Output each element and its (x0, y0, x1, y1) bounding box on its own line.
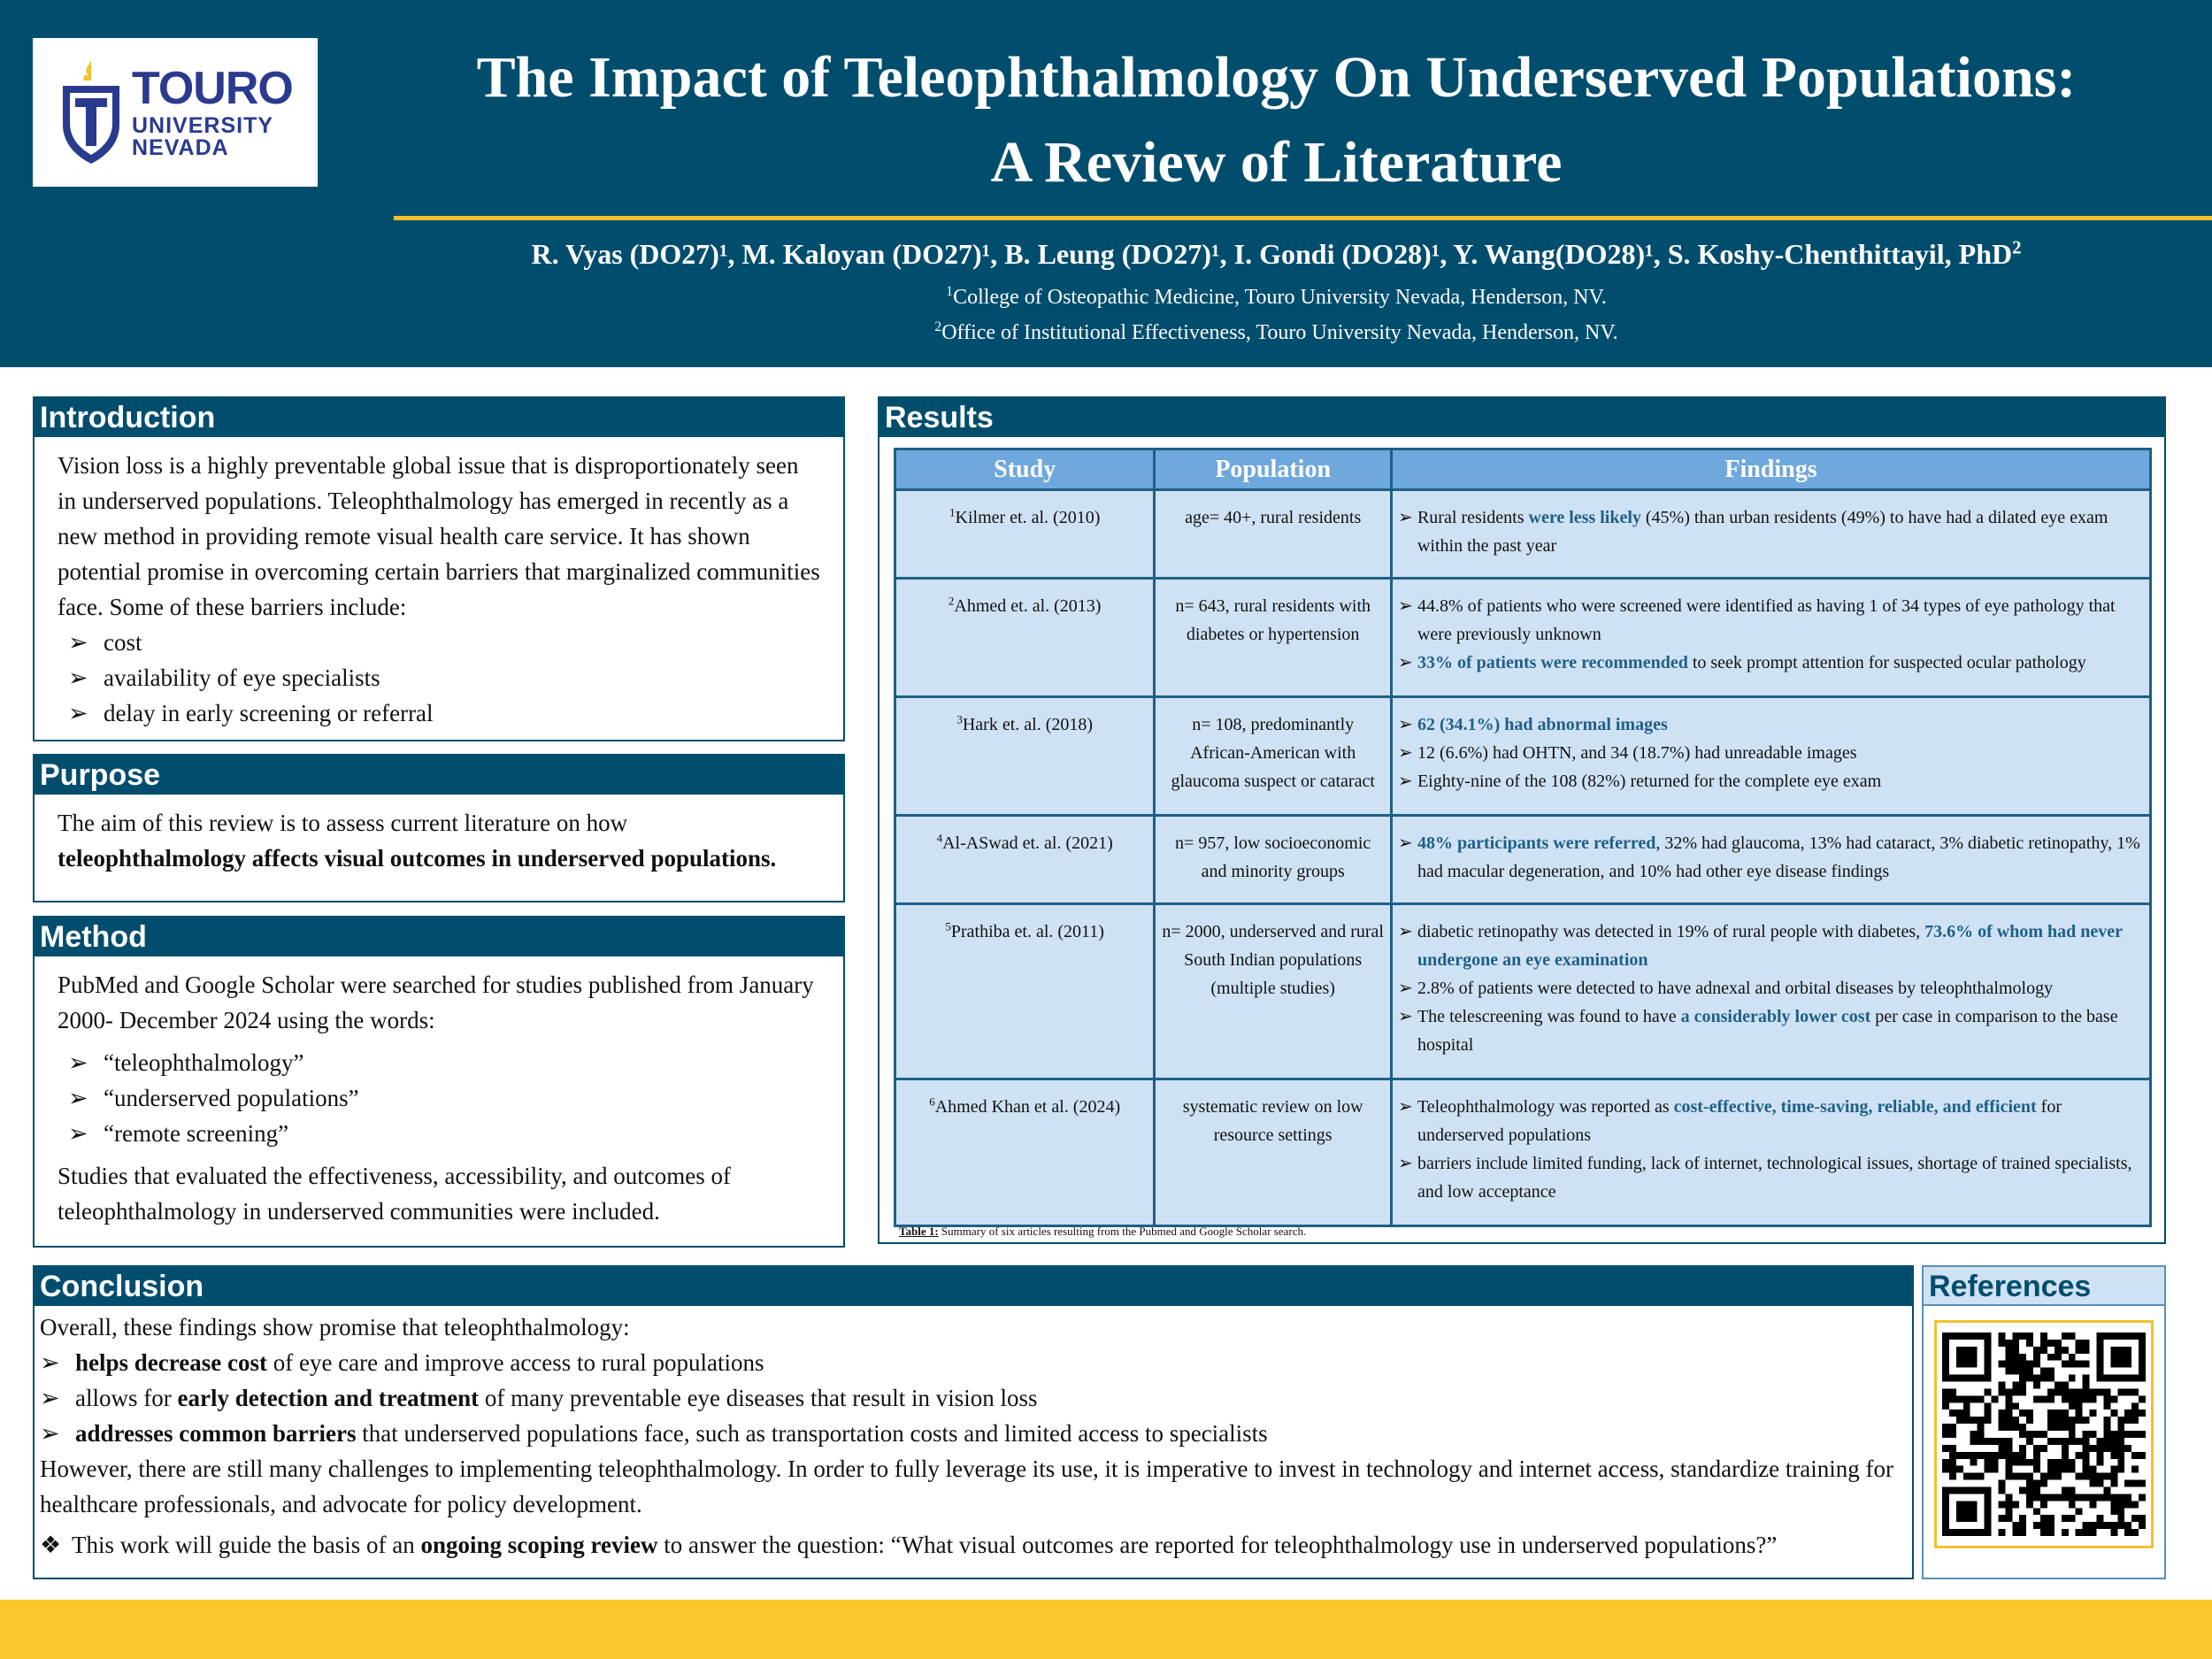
finding-item (1398, 829, 2144, 886)
qr-code-frame (1934, 1320, 2154, 1548)
study-sup: 2 (948, 594, 955, 608)
logo-wordmark (132, 65, 293, 159)
population-cell: age= 40+, rural residents (1155, 490, 1392, 579)
method-text-1: PubMed and Google Scholar were searched for studies published from January 2000- December 2024 using the words: (58, 972, 814, 1033)
arrow-bullet-icon: ➢ (68, 1085, 88, 1111)
study-name: Hark et. al. (2018) (962, 715, 1094, 734)
aff2-text: Office of Institutional Effectiveness, Touro University Nevada, Henderson, NV. (941, 321, 1618, 344)
qr-code-icon[interactable] (1942, 1333, 2146, 1536)
finding-part: for underserved populations (1417, 1097, 2062, 1145)
arrow-bullet-icon: ➢ (1397, 772, 1413, 791)
bullet-part: that underserved populations face, such as transportation costs and limited access to specialists (356, 1420, 1268, 1447)
finding-item (1398, 1002, 2144, 1059)
population-cell: systematic review on low resource settings (1155, 1079, 1392, 1226)
bullet-text: “remote screening” (104, 1120, 289, 1147)
population-cell: n= 108, predominantly African-American with glaucoma suspect or cataract (1155, 697, 1392, 816)
finding-item (1398, 739, 2144, 767)
purpose-section (33, 754, 845, 902)
conclusion-intro: Overall, these findings show promise that teleophthalmology: (40, 1314, 630, 1340)
introduction-heading: Introduction (35, 398, 843, 437)
arrow-bullet-icon: ➢ (68, 700, 88, 726)
arrow-bullet-icon: ➢ (1397, 596, 1413, 616)
arrow-bullet-icon: ➢ (40, 1420, 60, 1447)
purpose-body (35, 795, 843, 887)
study-sup: 1 (949, 505, 956, 519)
study-cell (895, 697, 1155, 816)
bullet-bold: addresses common barriers (75, 1420, 357, 1447)
poster-footer-bar (0, 1600, 2212, 1659)
finding-part: Rural residents (1417, 508, 1529, 527)
introduction-section (33, 396, 845, 741)
authors-text: R. Vyas (DO27)¹, M. Kaloyan (DO27)¹, B. Leung (DO27)¹, I. Gondi (DO28)¹, Y. Wang(DO28)¹, S. Koshy-Chenthittayil, PhD (531, 238, 2013, 270)
title-line2: A Review of Literature (990, 130, 1563, 195)
list-item (40, 1380, 1907, 1416)
bullet-text: “underserved populations” (104, 1085, 359, 1111)
touro-logo (33, 38, 318, 187)
finding-part: Teleophthalmology was reported as (1417, 1097, 1674, 1117)
arrow-bullet-icon: ➢ (1397, 653, 1413, 672)
affiliation-1 (380, 281, 2172, 313)
method-section (33, 916, 845, 1248)
list-item (40, 1345, 1907, 1380)
finding-part: , 32% had glaucoma, 13% had cataract, 3% diabetic retinopathy, 1% had macular degeneration, and 10% had other eye disease findings (1417, 833, 2140, 881)
references-heading: References (1924, 1267, 2164, 1306)
finding-highlight: were less likely (1528, 508, 1641, 527)
bullet-text (75, 1345, 764, 1380)
finding-highlight: 48% participants were referred (1417, 833, 1656, 853)
finding-item (1398, 1093, 2144, 1149)
conclusion-section (33, 1265, 1914, 1579)
results-section (878, 396, 2166, 1244)
population-cell: n= 2000, underserved and rural South Indian populations (multiple studies) (1155, 904, 1392, 1079)
study-cell (895, 579, 1155, 697)
table-row (895, 490, 2151, 579)
study-name: Ahmed Khan et al. (2024) (934, 1097, 1121, 1117)
purpose-bold-text: teleophthalmology affects visual outcomes in underserved populations. (58, 845, 777, 872)
finding-part: The telescreening was found to have (1417, 1007, 1681, 1026)
finding-highlight: 73.6% of whom had never undergone an eye examination (1417, 922, 2123, 970)
logo-line1: TOURO (132, 63, 293, 114)
population-cell: n= 957, low socioeconomic and minority groups (1155, 816, 1392, 904)
arrow-bullet-icon: ➢ (40, 1349, 60, 1376)
population-cell: n= 643, rural residents with diabetes or hypertension (1155, 579, 1392, 697)
introduction-body (35, 437, 843, 741)
arrow-bullet-icon: ➢ (1397, 833, 1413, 853)
aff2-sup: 2 (934, 319, 942, 334)
table-row (895, 904, 2151, 1079)
finding-part: to seek prompt attention for suspected ocular pathology (1687, 653, 2086, 672)
arrow-bullet-icon: ➢ (1397, 922, 1413, 941)
finding-item (1398, 767, 2144, 795)
method-text-2: Studies that evaluated the effectiveness, accessibility, and outcomes of teleophthalmology in underserved communities were included. (58, 1163, 732, 1225)
finding-item (1398, 918, 2144, 974)
column-header-population: Population (1155, 449, 1392, 490)
study-cell (895, 904, 1155, 1079)
study-sup: 4 (936, 831, 943, 845)
finding-highlight: a considerably lower cost (1680, 1007, 1871, 1026)
bullet-part: This work will guide the basis of an (72, 1532, 421, 1558)
results-table (894, 448, 2152, 1227)
study-sup: 6 (929, 1094, 935, 1109)
finding-part: diabetic retinopathy was detected in 19% of rural people with diabetes, (1417, 922, 1925, 941)
arrow-bullet-icon: ➢ (1397, 1097, 1413, 1117)
study-name: Prathiba et. al. (2011) (950, 922, 1104, 941)
bullet-text: availability of eye specialists (104, 664, 380, 691)
findings-cell (1391, 697, 2150, 816)
finding-text (1417, 649, 2086, 677)
author-list (380, 232, 2172, 276)
findings-cell (1391, 904, 2150, 1079)
study-cell (895, 490, 1155, 579)
list-item (58, 625, 820, 660)
finding-text: barriers include limited funding, lack of internet, technological issues, shortage of trained specialists, and low acceptance (1417, 1154, 2132, 1202)
caption-label: Table 1: (899, 1225, 939, 1238)
table-row (895, 1079, 2151, 1226)
table-caption (899, 1225, 1306, 1239)
purpose-text: The aim of this review is to assess current literature on how (58, 810, 628, 836)
finding-text: 2.8% of patients were detected to have adnexal and orbital diseases by teleophthalmology (1417, 979, 2054, 998)
bullet-text: cost (104, 629, 142, 656)
finding-text: Eighty-nine of the 108 (82%) returned for the complete eye exam (1417, 772, 1882, 791)
finding-text (1417, 592, 2144, 649)
conclusion-heading: Conclusion (35, 1267, 1912, 1306)
finding-text (1417, 503, 2144, 560)
bullet-text (75, 1416, 1268, 1451)
conclusion-body (35, 1306, 1912, 1566)
finding-item (1398, 1149, 2144, 1206)
arrow-bullet-icon: ➢ (40, 1385, 60, 1411)
finding-part: (45%) than urban residents (49%) to have had a dilated eye exam within the past year (1417, 508, 2108, 556)
purpose-heading: Purpose (35, 756, 843, 795)
study-cell (895, 816, 1155, 904)
arrow-bullet-icon: ➢ (1397, 979, 1413, 998)
bullet-part: of many preventable eye diseases that result in vision loss (479, 1385, 1038, 1411)
arrow-bullet-icon: ➢ (1397, 1154, 1413, 1173)
study-cell (895, 1079, 1155, 1226)
finding-highlight: 62 (34.1%) had abnormal images (1417, 715, 1668, 734)
findings-cell (1391, 816, 2150, 904)
table-row (895, 816, 2151, 904)
arrow-bullet-icon: ➢ (1397, 743, 1413, 763)
finding-item (1398, 974, 2144, 1002)
finding-text: 12 (6.6%) had OHTN, and 34 (18.7%) had unreadable images (1417, 743, 1857, 763)
findings-cell (1391, 579, 2150, 697)
finding-text (1417, 1002, 2144, 1059)
arrow-bullet-icon: ➢ (68, 664, 88, 691)
finding-highlight: cost-effective, time-saving, reliable, and efficient (1673, 1097, 2037, 1117)
bullet-text (75, 1380, 1038, 1416)
findings-cell (1391, 1079, 2150, 1226)
list-item (58, 1116, 820, 1151)
introduction-text: Vision loss is a highly preventable global issue that is disproportionately seen in underserved populations. Teleophthalmology has emerged in recently as a new method in providing remote visual health care service. It has shown potential promise in overcoming certain barriers that marginalized communities face. Some of these barriers include: (58, 452, 820, 620)
aff1-text: College of Osteopathic Medicine, Touro University Nevada, Henderson, NV. (953, 286, 1607, 309)
list-item (58, 660, 820, 695)
logo-line2: UNIVERSITY (132, 113, 274, 138)
shield-icon (59, 59, 123, 165)
findings-cell (1391, 490, 2150, 579)
affiliation-2 (380, 317, 2172, 349)
finding-text (1417, 829, 2144, 886)
bullet-text: delay in early screening or referral (104, 700, 434, 726)
bullet-part: of eye care and improve access to rural populations (266, 1349, 764, 1376)
finding-part: per case in comparison to the base hospital (1417, 1007, 2118, 1055)
poster-title (380, 35, 2172, 205)
arrow-bullet-icon: ➢ (1397, 715, 1413, 734)
list-item (58, 1045, 820, 1080)
bullet-bold: ongoing scoping review (420, 1532, 658, 1558)
arrow-bullet-icon: ➢ (1397, 1007, 1413, 1026)
finding-text (1417, 918, 2144, 974)
bullet-text: “teleophthalmology” (104, 1049, 304, 1076)
study-name: Ahmed et. al. (2013) (954, 596, 1102, 616)
bullet-part: allows for (75, 1385, 178, 1411)
list-item (58, 695, 820, 731)
arrow-bullet-icon: ➢ (68, 1120, 88, 1147)
arrow-bullet-icon: ➢ (68, 1049, 88, 1076)
finding-item (1398, 649, 2144, 677)
finding-part: 44.8% of patients who were screened were identified as having 1 of 34 types of eye pathology that were previously unknown (1417, 596, 2116, 644)
title-divider (394, 216, 2212, 220)
column-header-study: Study (895, 449, 1155, 490)
finding-item (1398, 592, 2144, 649)
results-heading: Results (879, 398, 2164, 437)
caption-text: Summary of six articles resulting from the Pubmed and Google Scholar search. (938, 1225, 1307, 1238)
references-section (1922, 1265, 2166, 1579)
method-heading: Method (35, 918, 843, 956)
list-item (40, 1527, 1907, 1563)
conclusion-paragraph: However, there are still many challenges to implementing teleophthalmology. In order to fully leverage its use, it is imperative to invest in technology and internet access, standardize training for healthcare professionals, and advocate for policy development. (40, 1455, 1894, 1517)
qr-modules (1942, 1333, 2146, 1536)
finding-text (1417, 1093, 2144, 1149)
study-name: Al-ASwad et. al. (2021) (942, 833, 1113, 853)
diamond-bullet-icon: ❖ (40, 1532, 62, 1558)
study-name: Kilmer et. al. (2010) (955, 508, 1101, 527)
bullet-bold: early detection and treatment (177, 1385, 480, 1411)
study-sup: 3 (956, 712, 963, 726)
arrow-bullet-icon: ➢ (1397, 508, 1413, 527)
finding-item (1398, 503, 2144, 560)
title-line1: The Impact of Teleophthalmology On Underserved Populations: (476, 45, 2077, 110)
list-item (58, 1080, 820, 1116)
column-header-findings: Findings (1391, 449, 2150, 490)
finding-item (1398, 710, 2144, 739)
study-sup: 5 (945, 919, 951, 933)
finding-highlight: 33% of patients were recommended (1417, 653, 1688, 672)
table-row (895, 697, 2151, 816)
poster-header (0, 0, 2212, 367)
list-item (40, 1416, 1907, 1451)
bullet-bold: helps decrease cost (75, 1349, 267, 1376)
arrow-bullet-icon: ➢ (68, 629, 88, 656)
method-body (35, 956, 843, 1240)
table-header-row (895, 449, 2151, 490)
bullet-part: to answer the question: “What visual outcomes are reported for teleophthalmology use in underserved populations?” (657, 1532, 1778, 1558)
table-row (895, 579, 2151, 697)
aff1-sup: 1 (946, 284, 954, 299)
logo-line3: NEVADA (132, 135, 229, 160)
authors-sup: 2 (2012, 237, 2022, 258)
bullet-text (72, 1527, 1777, 1563)
